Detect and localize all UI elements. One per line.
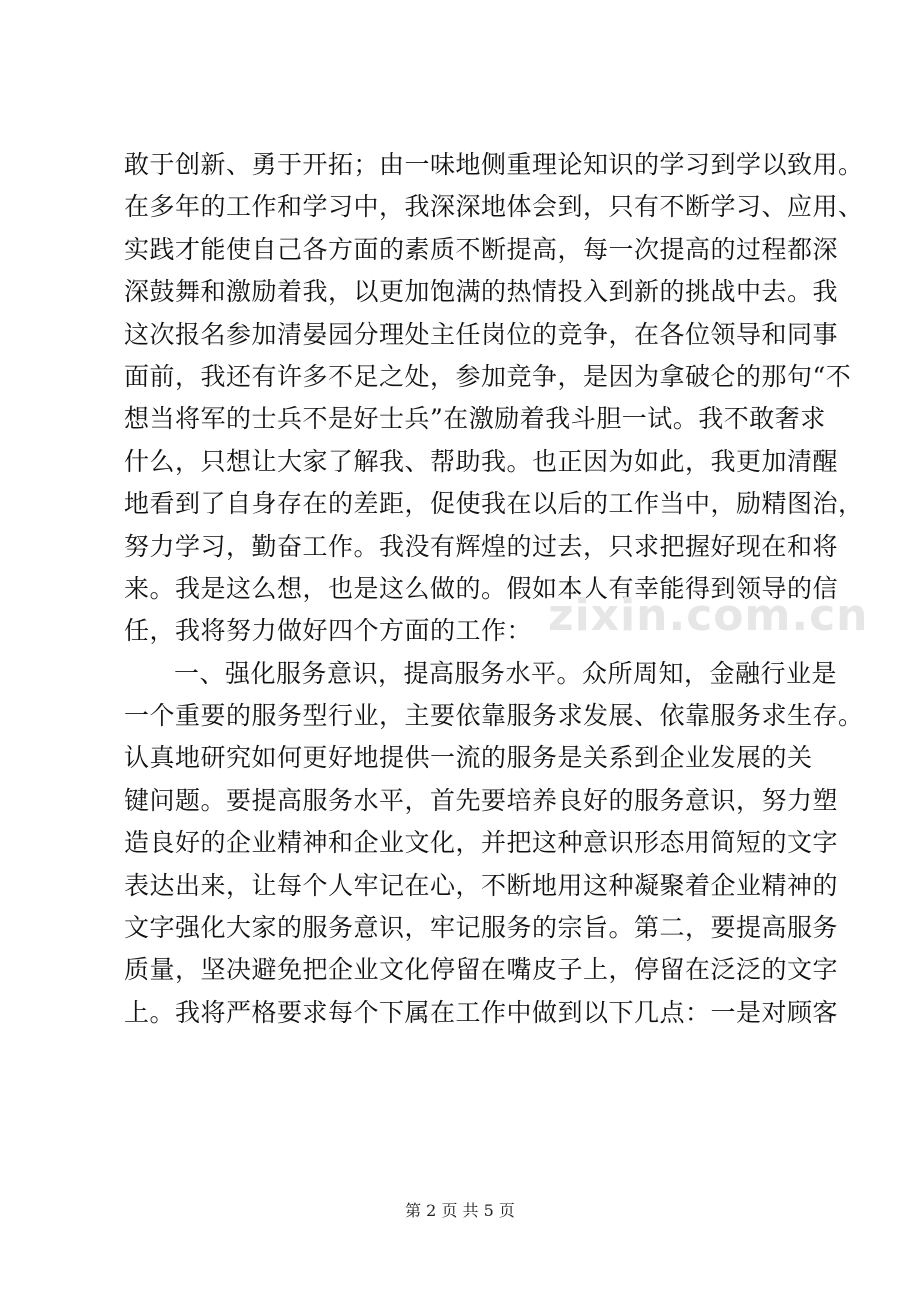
paragraph-first-line: 一、强化服务意识，提高服务水平。众所周知，金融行业是 (174, 658, 838, 688)
page-footer: 第 2 页 共 5 页 (405, 1201, 515, 1220)
text-line: 努力学习，勤奋工作。我没有辉煌的过去，只求把握好现在和将 (124, 531, 839, 561)
text-line: 实践才能使自己各方面的素质不断提高，每一次提高的过程都深 (124, 234, 839, 264)
text-line: 上。我将严格要求每个下属在工作中做到以下几点：一是对顾客 (124, 997, 839, 1027)
body-text (124, 144, 864, 1034)
text-line: 表达出来，让每个人牢记在心，不断地用这种凝聚着企业精神的 (124, 870, 839, 900)
text-line: 质量，坚决避免把企业文化停留在嘴皮子上，停留在泛泛的文字 (124, 955, 839, 985)
text-line: 任，我将努力做好四个方面的工作： (124, 616, 533, 646)
text-line: 来。我是这么想，也是这么做的。假如本人有幸能得到领导的信 (124, 573, 839, 603)
text-line: 敢于创新、勇于开拓；由一味地侧重理论知识的学习到学以致用。 (124, 150, 864, 179)
text-line: 想当将军的士兵不是好士兵”在激励着我斗胆一试。我不敢奢求 (124, 404, 826, 434)
text-line: 地看到了自身存在的差距，促使我在以后的工作当中，励精图治， (124, 489, 864, 519)
text-line: 键问题。要提高服务水平，首先要培养良好的服务意识，努力塑 (124, 785, 839, 815)
text-line: 面前，我还有许多不足之处，参加竞争，是因为拿破仑的那句“不 (124, 361, 852, 391)
text-line: 这次报名参加清晏园分理处主任岗位的竞争，在各位领导和同事 (124, 319, 839, 349)
text-line: 造良好的企业精神和企业文化，并把这种意识形态用简短的文字 (124, 828, 839, 858)
text-line: 深鼓舞和激励着我，以更加饱满的热情投入到新的挑战中去。我 (124, 277, 839, 307)
watermark: zixin.com.cn (548, 590, 869, 641)
text-line: 一个重要的服务型行业，主要依靠服务求发展、依靠服务求生存。 (124, 701, 864, 731)
text-line: 文字强化大家的服务意识，牢记服务的宗旨。第二，要提高服务 (124, 913, 839, 943)
text-line: 认真地研究如何更好地提供一流的服务是关系到企业发展的关 (124, 743, 813, 773)
text-line: 在多年的工作和学习中，我深深地体会到，只有不断学习、应用、 (124, 192, 864, 222)
text-line: 什么，只想让大家了解我、帮助我。也正因为如此，我更加清醒 (124, 446, 839, 476)
